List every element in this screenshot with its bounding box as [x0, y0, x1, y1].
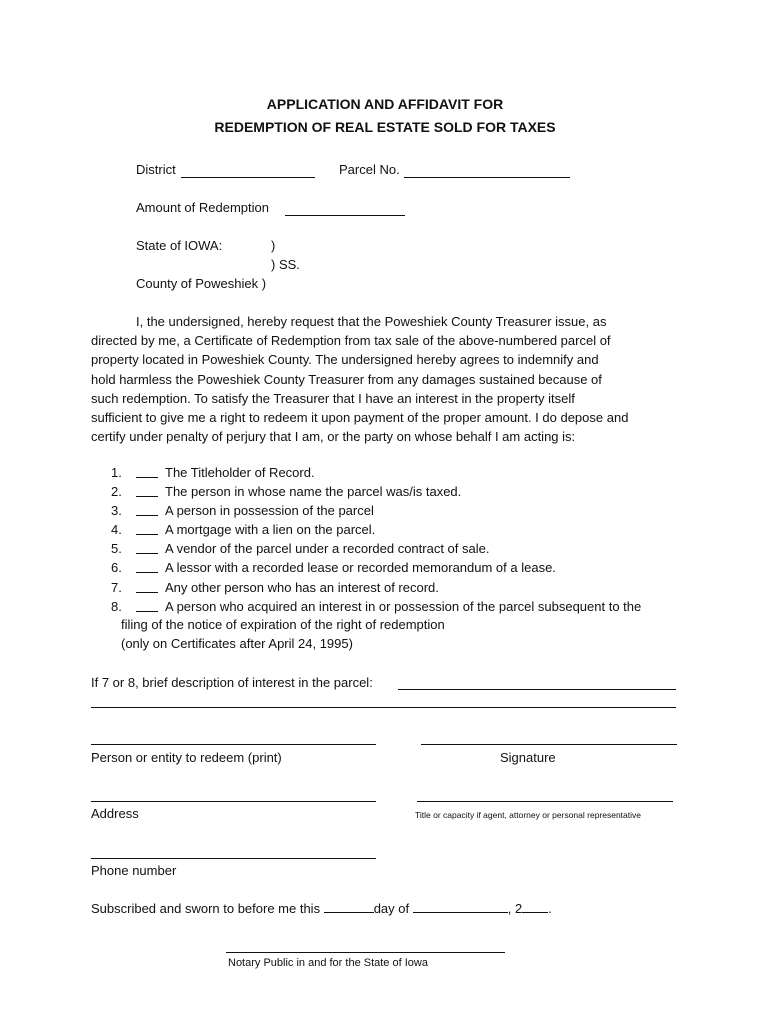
- address-label: Address: [91, 806, 139, 821]
- option-number: 1.: [111, 465, 122, 480]
- parcel-label: Parcel No.: [339, 162, 400, 177]
- option-checkbox-blank[interactable]: [136, 515, 158, 516]
- sworn-text-3: , 2: [507, 901, 523, 916]
- option-text: Any other person who has an interest of record.: [165, 579, 439, 595]
- option-text: The person in whose name the parcel was/is taxed.: [165, 484, 462, 500]
- title-line-1: APPLICATION AND AFFIDAVIT FOR: [266, 96, 504, 112]
- option-number: 5.: [111, 541, 122, 557]
- parcel-field[interactable]: [404, 177, 570, 178]
- sworn-day-field[interactable]: [324, 902, 374, 913]
- interest-options-list: [111, 463, 711, 616]
- title-line-2: REDEMPTION OF REAL ESTATE SOLD FOR TAXES: [214, 119, 556, 135]
- signature-field[interactable]: [421, 744, 677, 745]
- title-capacity-label: Title or capacity if agent, attorney or personal representative: [415, 810, 641, 820]
- option-item: [111, 463, 711, 482]
- option-text: The Titleholder of Record.: [165, 465, 315, 480]
- interest-description-field-2[interactable]: [91, 707, 676, 708]
- option-text: A vendor of the parcel under a recorded contract of sale.: [165, 541, 490, 557]
- notary-label: Notary Public in and for the State of Iowa: [228, 957, 428, 969]
- sworn-year-field[interactable]: [522, 902, 548, 913]
- option-checkbox-blank[interactable]: [136, 534, 158, 535]
- option-number: 6.: [111, 560, 122, 576]
- interest-description-label: If 7 or 8, brief description of interest in the parcel:: [91, 675, 373, 690]
- paragraph-line-2: directed by me, a Certificate of Redemption from tax sale of the above-numbered parcel of: [91, 333, 611, 349]
- district-field[interactable]: [181, 177, 315, 178]
- option-number: 2.: [111, 484, 122, 500]
- option-text: A person who acquired an interest in or possession of the parcel subsequent to the: [165, 598, 642, 614]
- option-text: A mortgage with a lien on the parcel.: [165, 522, 376, 538]
- option-number: 7.: [111, 579, 122, 595]
- venue-county: County of Poweshiek ): [136, 276, 267, 291]
- option-item: [111, 558, 711, 577]
- option-checkbox-blank[interactable]: [136, 553, 158, 554]
- option-item: [111, 578, 711, 597]
- option-number: 8.: [111, 598, 122, 614]
- paragraph-line-4: hold harmless the Poweshiek County Treasurer from any damages sustained because of: [91, 371, 602, 387]
- option-number: 4.: [111, 522, 122, 538]
- option-item: [111, 597, 711, 616]
- affidavit-paragraph: [91, 312, 691, 446]
- amount-label: Amount of Redemption: [136, 200, 269, 215]
- option-number: 3.: [111, 503, 122, 519]
- venue-state: State of IOWA:: [136, 238, 223, 253]
- option-text: A person in possession of the parcel: [165, 503, 374, 519]
- sworn-month-field[interactable]: [413, 902, 508, 913]
- phone-field[interactable]: [91, 858, 376, 859]
- sworn-statement: [91, 901, 552, 916]
- option-item: [111, 539, 711, 558]
- interest-description-field[interactable]: [398, 689, 676, 690]
- paragraph-line-6: sufficient to give me a right to redeem it upon payment of the proper amount. I do depose and: [91, 410, 629, 426]
- option-checkbox-blank[interactable]: [136, 611, 158, 612]
- district-label: District: [136, 162, 176, 177]
- amount-field[interactable]: [285, 215, 405, 216]
- sworn-text-4: .: [548, 901, 552, 916]
- paragraph-line-5: such redemption. To satisfy the Treasurer that I have an interest in the property itself: [91, 390, 575, 406]
- title-capacity-field[interactable]: [417, 801, 673, 802]
- signature-label: Signature: [500, 750, 556, 765]
- person-entity-field[interactable]: [91, 744, 376, 745]
- option-checkbox-blank[interactable]: [136, 496, 158, 497]
- venue-paren-1: ): [271, 238, 276, 253]
- option-item: [111, 501, 711, 520]
- notary-signature-field[interactable]: [226, 952, 505, 953]
- paragraph-line-7: certify under penalty of perjury that I am, or the party on whose behalf I am acting is:: [91, 429, 576, 445]
- phone-label: Phone number: [91, 863, 177, 878]
- sworn-text-1: Subscribed and sworn to before me this: [91, 901, 321, 916]
- address-field[interactable]: [91, 801, 376, 802]
- option-8-continuation-1: filing of the notice of expiration of the right of redemption: [121, 617, 445, 632]
- option-8-continuation-2: (only on Certificates after April 24, 1995): [121, 636, 353, 651]
- option-checkbox-blank[interactable]: [136, 572, 158, 573]
- option-checkbox-blank[interactable]: [136, 592, 158, 593]
- option-checkbox-blank[interactable]: [136, 477, 158, 478]
- venue-paren-2: ) SS.: [271, 257, 300, 272]
- paragraph-line-3: property located in Poweshiek County. The undersigned hereby agrees to indemnify and: [91, 352, 599, 368]
- option-item: [111, 482, 711, 501]
- option-text: A lessor with a recorded lease or recorded memorandum of a lease.: [165, 560, 556, 576]
- paragraph-line-1: I, the undersigned, hereby request that the Poweshiek County Treasurer issue, as: [136, 314, 607, 329]
- sworn-text-2: day of: [373, 901, 410, 916]
- option-item: [111, 520, 711, 539]
- person-entity-label: Person or entity to redeem (print): [91, 750, 282, 765]
